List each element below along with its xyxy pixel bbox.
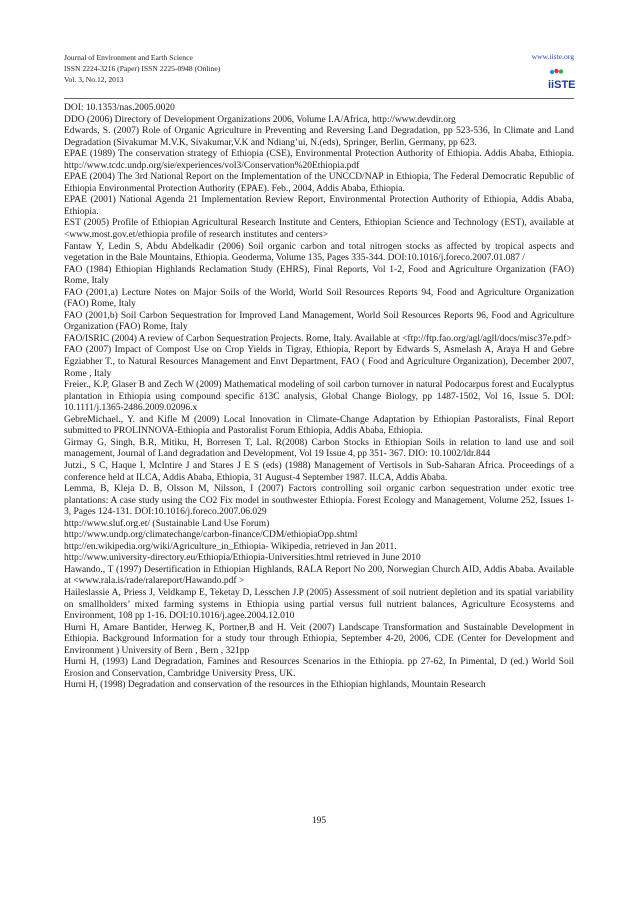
reference-entry: Hurni H, (1993) Land Degradation, Famines and Resources Scenarios in the Ethiopia. pp 27-62, In Pimental, D (ed.) World Soil Erosion and Conservation, Cambridge University Press, UK.	[64, 657, 574, 679]
reference-entry: Hurni H, (1998) Degradation and conservation of the resources in the Ethiopian highlands, Mountain Research	[64, 680, 486, 691]
reference-entry: Freier., K.P, Glaser B and Zech W (2009) Mathematical modeling of soil carbon turnover in natural Podocarpus forest and Eucalyptus plantation in Ethiopia using compound specific δ13C analysis, Global Change Biology, pp 1487-1502, Vol 16, Issue 5. DOI: 10.1111/j.1365-2486.2009.02096.x	[64, 380, 574, 414]
iiste-logo	[546, 68, 576, 92]
journal-issn: ISSN 2224-3216 (Paper) ISSN 2225-0948 (Online)	[64, 64, 221, 73]
journal-volume: Vol. 3, No.12, 2013	[64, 75, 124, 84]
reference-entry: Fantaw Y, Ledin S, Abdu Abdelkadir (2006) Soil organic carbon and total nitrogen stocks as affected by tropical aspects and vegetation in the Bale Mountains, Ethiopia. Geoderma, Volume 135, Pages 335-344. DOI:10.1016/j.foreco.2007.01.087 /	[64, 241, 574, 264]
reference-entry: EPAE (1989) The conservation strategy of Ethiopia (CSE), Environmental Protection Authority of Ethiopia. Addis Ababa, Ethiopia. http://www.tcdc.undp.org/sie/experiences/vol3/Conservation%20Ethiopia.pdf	[64, 149, 574, 171]
reference-entry: Haileslassie A, Priess J, Veldkamp E, Teketay D, Lesschen J.P (2005) Assessment of soil nutrient depletion and its spatial variability on smallholders’ mixed farming systems in Ethiopia using partial versus full nutrient balances, Agriculture Ecosystems and Environment, 108 pp 1-16. DOI:10.1016/j.agee.2004.12.010	[64, 587, 574, 622]
reference-entry: EPAE (2004) The 3rd National Report on the Implementation of the UNCCD/NAP in Ethiopia, The Federal Democratic Republic of Ethiopia Environmental Protection Authority (EPAE). Feb., 2004, Addis Ababa, Ethiopia.	[64, 172, 574, 194]
reference-entry: http://www.university-directory.eu/Ethiopia/Ethiopia-Universities.html retrieved in June 2010	[64, 553, 421, 564]
reference-entry: http://www.undp.org/climatechange/carbon-finance/CDM/ethiopiaOpp.shtml	[64, 530, 358, 541]
header-rule	[64, 98, 574, 99]
reference-list	[64, 103, 574, 692]
svg-text:iiSTE: iiSTE	[548, 79, 576, 91]
reference-entry: EST (2005) Profile of Ethiopian Agricultural Research Institute and Centers, Ethiopian Science and Technology (EST), available at <www.most.gov.et/ethiopia profile of research institutes and centers>	[64, 218, 574, 241]
reference-entry: http://en.wikipedia.org/wiki/Agriculture_in_Ethiopia- Wikipedia, retrieved in Jan 2011.	[64, 541, 397, 552]
reference-entry: FAO (2001,b) Soil Carbon Sequestration for Improved Land Management, World Soil Resources Reports 96, Food and Agriculture Organization (FAO) Rome, Italy	[64, 310, 574, 333]
page-number: 195	[311, 816, 327, 826]
reference-entry: Hurni H, Amare Bantider, Herweg K, Portner,B and H. Veit (2007) Landscape Transformation and Sustainable Development in Ethiopia. Background Information for a study tour through Ethiopia, September 4-20, 2006, CDE (Center for Development and Environment ) University of Bern , Bern , 321pp	[64, 622, 574, 656]
reference-entry: http://www.sluf.org.et/ (Sustainable Land Use Forum)	[64, 518, 270, 529]
reference-entry: FAO (2001,a) Lecture Notes on Major Soils of the World, World Soil Resources Reports 94, Food and Agriculture Organization (FAO) Rome, Italy	[64, 287, 574, 310]
page-header	[64, 52, 574, 102]
reference-entry: Jutzi., S C, Haque I, McIntire J and Stares J E S (eds) (1988) Management of Vertisols in Sub-Saharan Africa. Proceedings of a conference held at ILCA, Addis Ababa, Ethiopia, 31 August-4 September 1987. ILCA, Addis Ababa.	[64, 460, 574, 483]
reference-entry: GebreMichael., Y. and Kifle M (2009) Local Innovation in Climate-Change Adaptation by Ethiopian Pastoralists, Final Report submitted to PROLINNOVA-Ethiopia and Pastoralist Forum Ethiopia, Addis Ababa, Ethiopia.	[64, 414, 574, 437]
reference-entry: FAO (2007) Impact of Compost Use on Crop Yields in Tigray, Ethiopia, Report by Edwards S, Asmelash A, Araya H and Gebre Egziabher T., to Natural Resources Management and Envt Department, FAO ( Food and Agriculture Organization), December 2007, Rome , Italy	[64, 345, 574, 379]
reference-entry: Edwards, S. (2007) Role of Organic Agriculture in Preventing and Reversing Land Degradation, pp 523-536, In Climate and Land Degradation (Sivakumar M.V.K, Sivakumar,V.K and Ndiang’ui, N.(eds), Springer, Berlin, Germany, pp 623.	[64, 126, 574, 148]
journal-url-link[interactable]: www.iiste.org	[531, 52, 574, 61]
reference-entry: Lemma, B, Kleja D. B, Olsson M, Nilsson, I (2007) Factors controlling soil organic carbon sequestration under exotic tree plantations: A case study using the CO2 Fix model in southwester Ethiopia. Forest Ecology and Management, Volume 252, Issues 1-3, Pages 124-131. DOI:10.1016/j.foreco.2007.06.029	[64, 484, 574, 518]
reference-entry: DDO (2006) Directory of Development Organizations 2006, Volume I.A/Africa, http://www.devdir.org	[64, 114, 456, 125]
reference-entry: FAO/ISRIC (2004) A review of Carbon Sequestration Projects. Rome, Italy. Available at <ftp://ftp.fao.org/agl/agll/docs/misc37e.pdf>	[64, 333, 572, 344]
reference-entry: Hawando., T (1997) Desertification in Ethiopian Highlands, RALA Report No 200, Norwegian Church AID, Addis Ababa. Available at <www.rala.is/rade/ralareport/Hawando.pdf >	[64, 564, 574, 587]
reference-entry: EPAE (2001) National Agenda 21 Implementation Review Report, Environmental Protection Authority of Ethiopia, Addis Ababa, Ethiopia.	[64, 195, 574, 217]
reference-entry: DOI: 10.1353/nas.2005.0020	[64, 103, 175, 113]
reference-entry: FAO (1984) Ethiopian Highlands Reclamation Study (EHRS), Final Reports, Vol 1-2, Food and Agriculture Organization (FAO) Rome, Italy	[64, 264, 574, 287]
journal-title: Journal of Environment and Earth Science	[64, 53, 193, 62]
reference-entry: Girmay G, Singh, B.R, Mitiku, H, Borresen T, Lal. R(2008) Carbon Stocks in Ethiopian Soils in relation to land use and soil management, Journal of Land degradation and Development, Vol 19 Issue 4, pp 351- 367. DIO: 10.1002/ldr.844	[64, 437, 574, 460]
